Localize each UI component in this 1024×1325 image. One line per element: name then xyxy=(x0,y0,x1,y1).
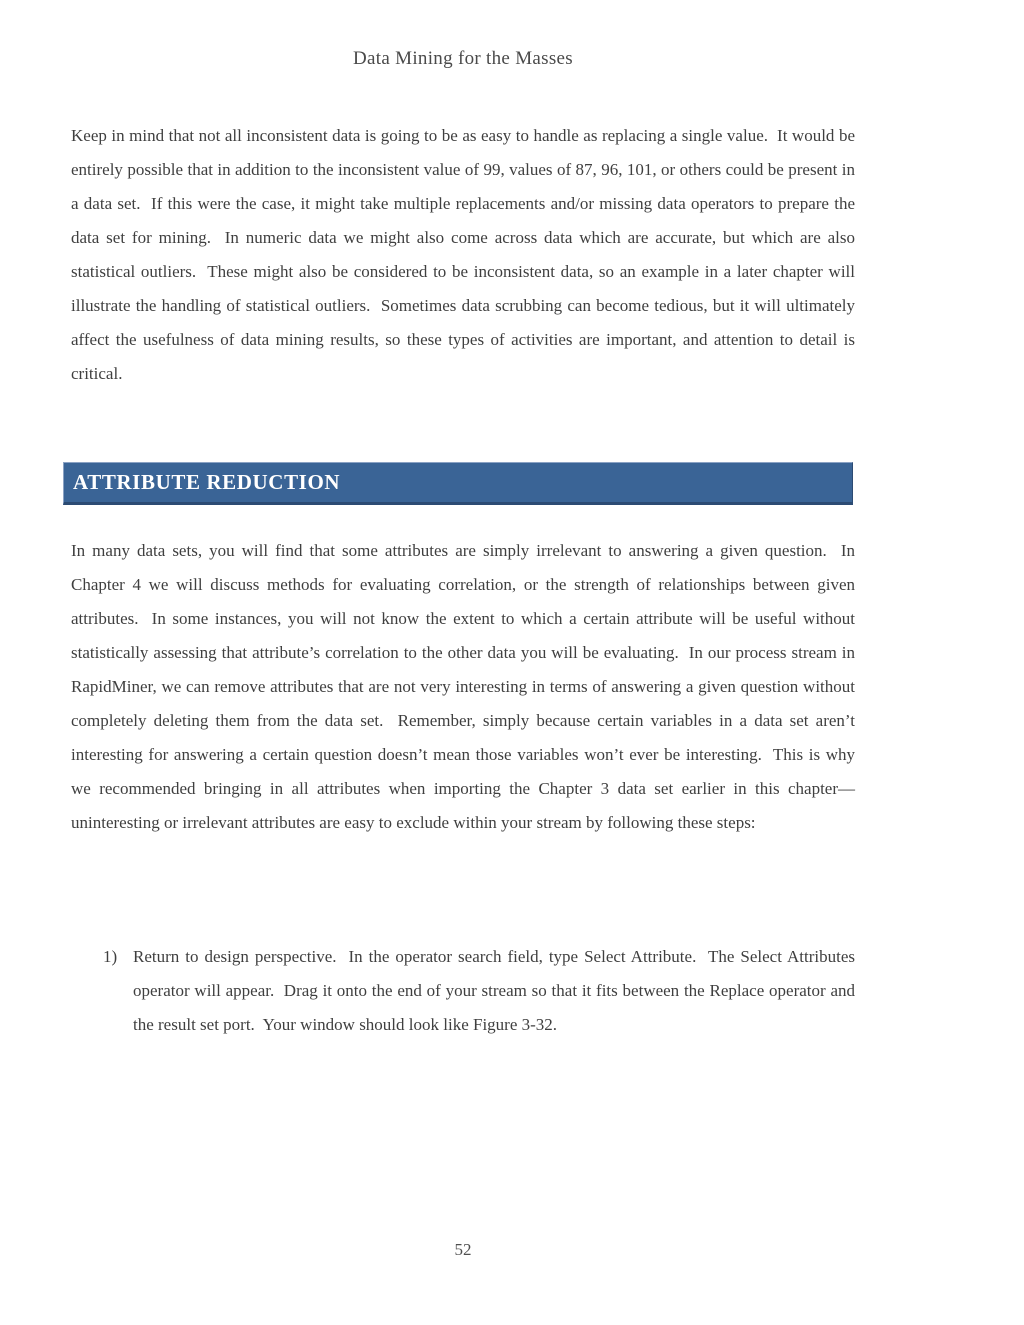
page-number: 52 xyxy=(454,1240,472,1259)
list-item-number: 1) xyxy=(103,947,118,966)
ordered-list xyxy=(103,940,860,1042)
intro-paragraph: Keep in mind that not all inconsistent data is going to be as easy to handle as replacing a single value. It would be entirely possible that in addition to the inconsistent value of 99, values of 87, 96, 101, or others could be present in a data set. If this were the case, it might take multiple replacements and/or missing data operators to prepare the data set for mining. In numeric data we might also come across data which are accurate, but which are also statistical outliers. These might also be considered to be inconsistent data, so an example in a later chapter will illustrate the handling of statistical outliers. Sometimes data scrubbing can become tedious, but it will ultimately affect the usefulness of data mining results, so these types of activities are important, and attention to detail is critical. xyxy=(71,126,860,383)
list-item-text: Return to design perspective. In the operator search field, type Select Attribute. The Select Attributes operator will appear. Drag it onto the end of your stream so that it fits between the Replace operator and the result set port. Your window should look like Figure 3-32. xyxy=(133,947,860,1034)
section-paragraph: In many data sets, you will find that some attributes are simply irrelevant to answering a given question. In Chapter 4 we will discuss methods for evaluating correlation, or the strength of relationships between given attributes. In some instances, you will not know the extent to which a certain attribute will be useful without statistically assessing that attribute’s correlation to the other data you will be evaluating. In our process stream in RapidMiner, we can remove attributes that are not very interesting in terms of answering a given question without completely deleting them from the data set. Remember, simply because certain variables in a data set aren’t interesting for answering a certain question doesn’t mean those variables won’t ever be interesting. This is why we recommended bringing in all attributes when importing the Chapter 3 data set earlier in this chapter—uninteresting or irrelevant attributes are easy to exclude within your stream by following these steps: xyxy=(71,541,860,832)
list-item xyxy=(103,940,860,1042)
running-header: Data Mining for the Masses xyxy=(353,48,573,69)
section-heading-bar xyxy=(63,462,853,505)
section-heading-text: ATTRIBUTE REDUCTION xyxy=(73,470,341,494)
